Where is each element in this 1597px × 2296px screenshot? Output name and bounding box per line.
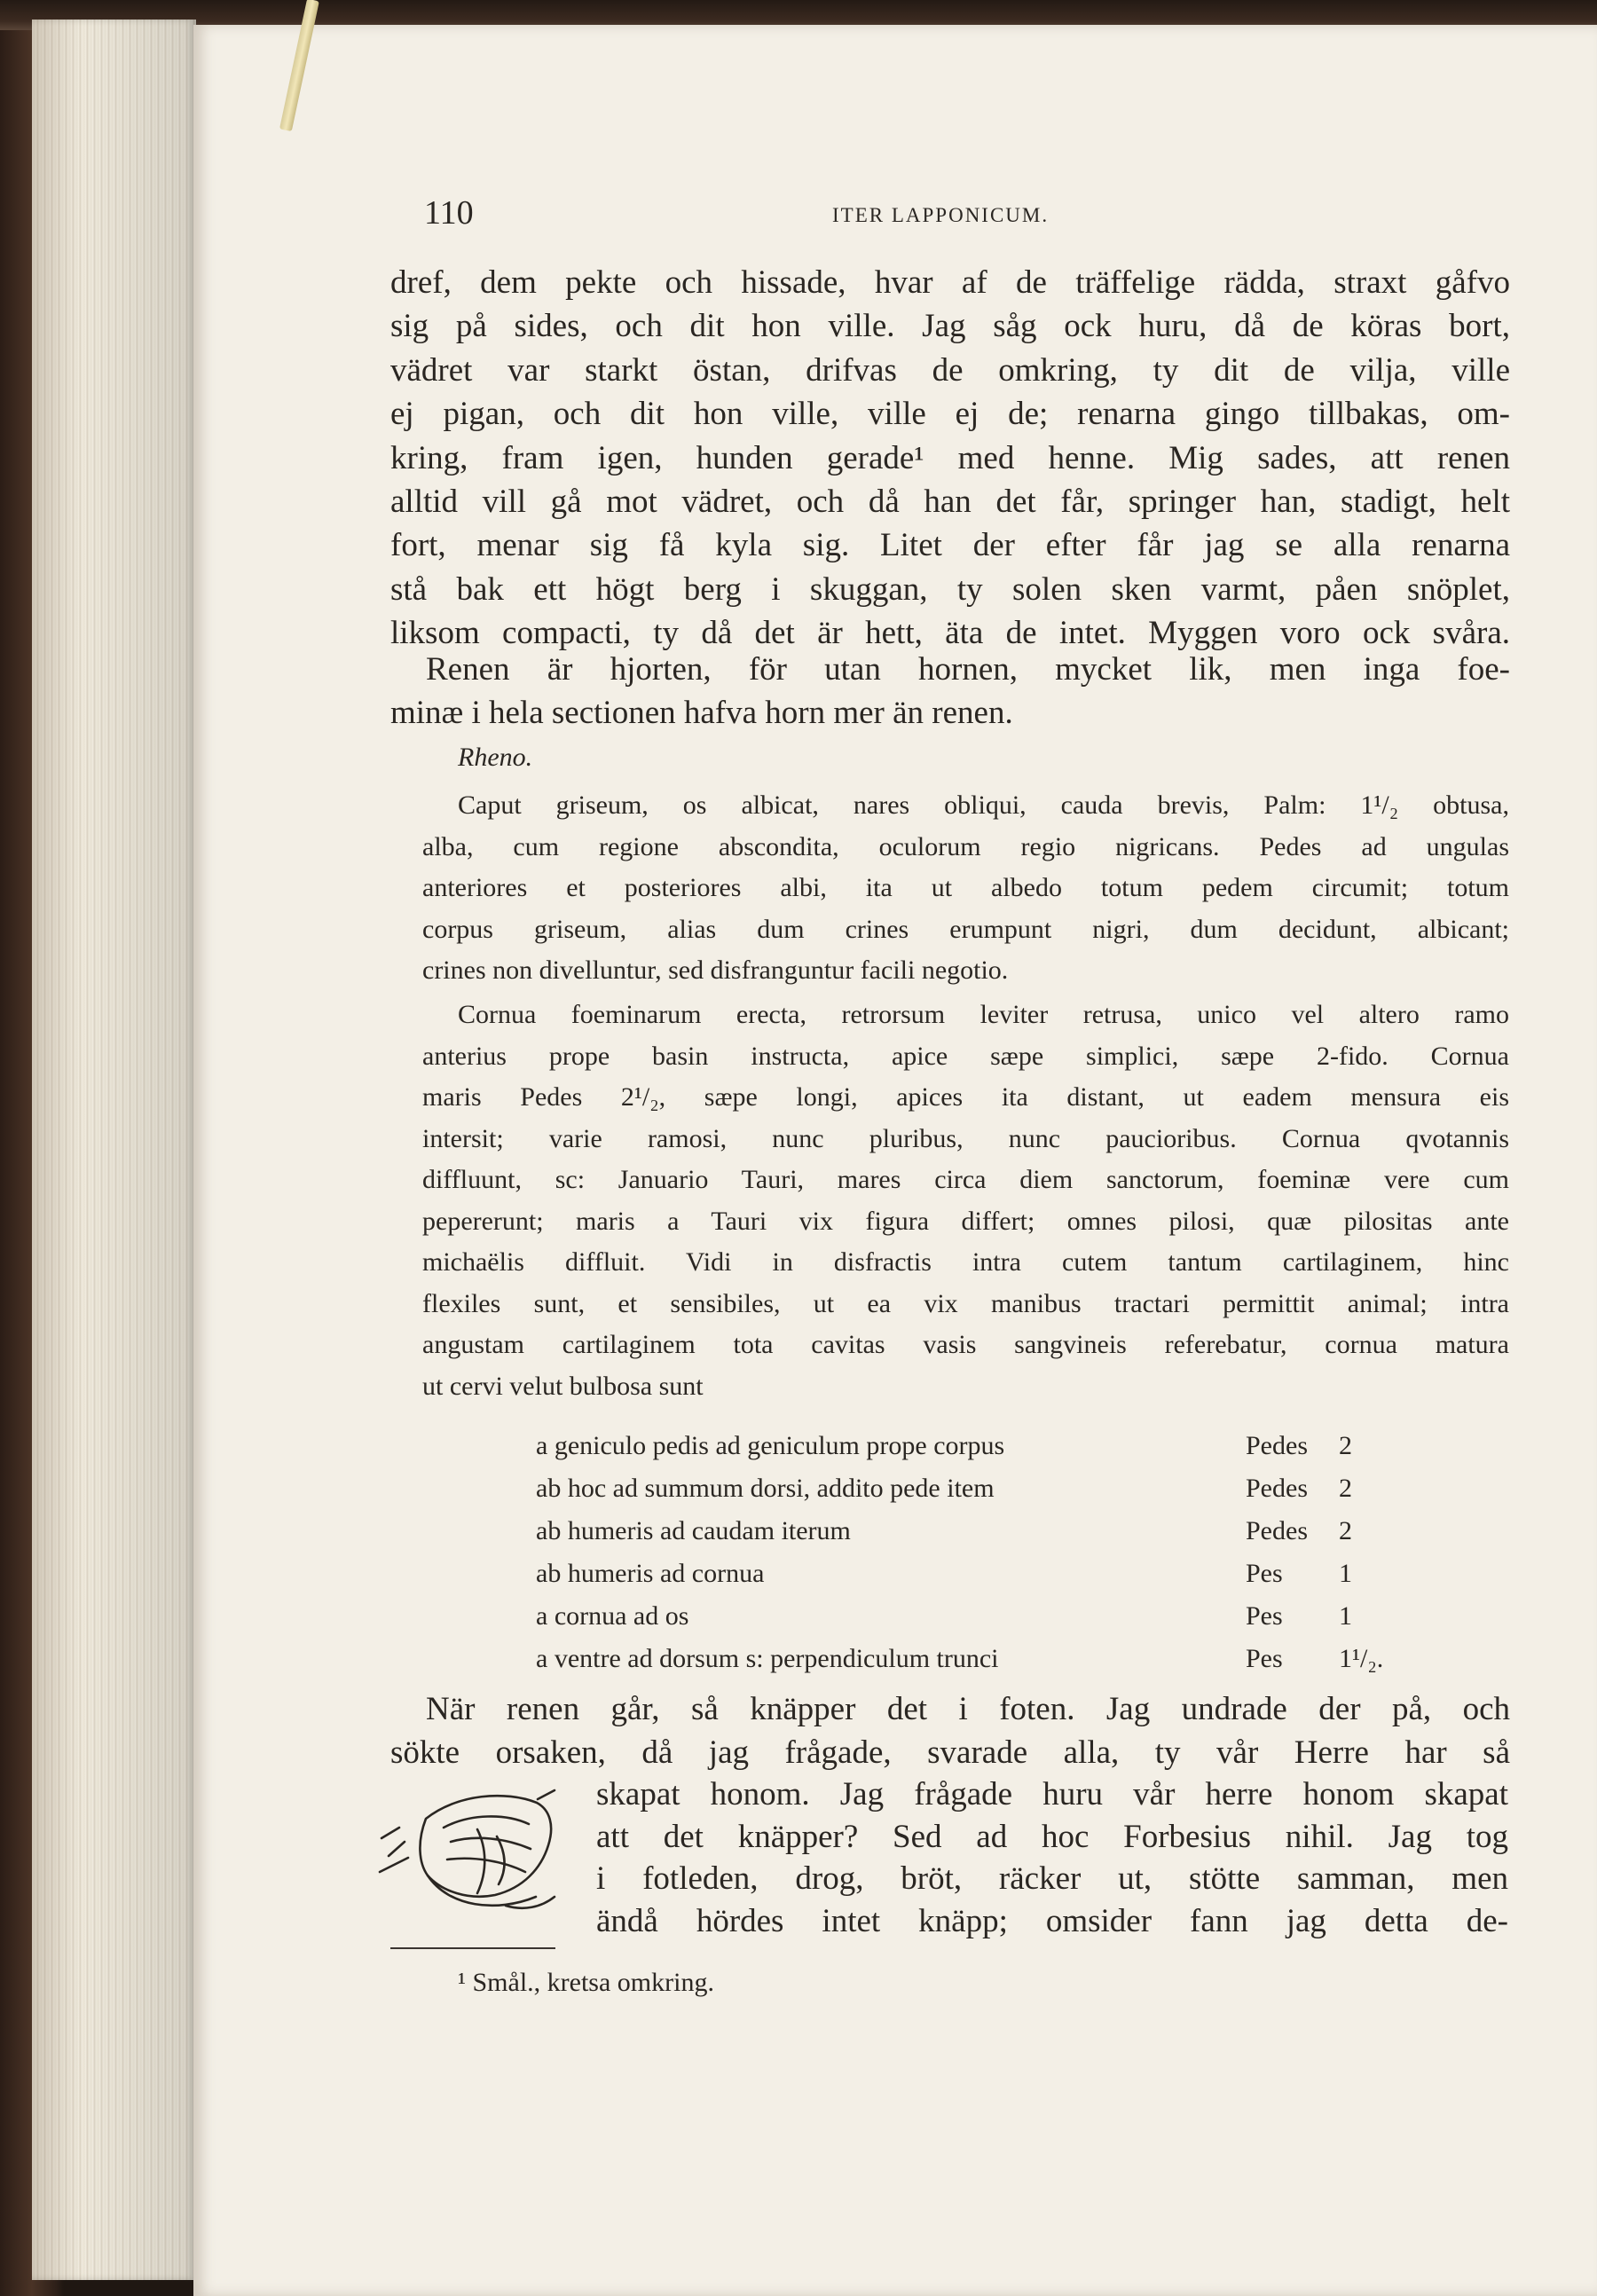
latin-paragraph-2 <box>422 995 1509 1407</box>
measurement-unit: Pes <box>1246 1601 1283 1631</box>
text-line: alltid vill gå mot vädret, och då han det får, springer han, stadigt, helt <box>390 483 1510 520</box>
text-line: att det knäpper? Sed ad hoc Forbesius nihil. Jag tog <box>596 1818 1508 1855</box>
text-line: crines non divelluntur, sed disfranguntur facili negotio. <box>422 955 1009 985</box>
measurement-desc: a ventre ad dorsum s: perpendiculum trunci <box>536 1644 999 1673</box>
text-line: maris Pedes 2¹/₂, sæpe longi, apices ita distant, ut eadem mensura eis <box>422 1082 1509 1112</box>
text-line: vädret var starkt östan, drifvas de omkring, ty dit de vilja, ville <box>390 351 1510 389</box>
text-line: Renen är hjorten, för utan hornen, mycket lik, men inga foe- <box>426 651 1510 688</box>
measurement-unit: Pes <box>1246 1559 1283 1588</box>
measurement-unit: Pedes <box>1246 1516 1308 1545</box>
measurement-value: 1 <box>1339 1601 1352 1631</box>
text-line: Cornua foeminarum erecta, retrorsum leviter retrusa, unico vel altero ramo <box>458 1000 1509 1029</box>
paragraph-3 <box>390 1687 1510 1775</box>
measurement-value: 2 <box>1339 1474 1352 1503</box>
text-line: kring, fram igen, hunden gerade¹ med henne. Mig sades, att renen <box>390 439 1510 476</box>
text-line: anteriores et posteriores albi, ita ut albedo totum pedem circumit; totum <box>422 873 1509 902</box>
measurement-unit: Pes <box>1246 1644 1283 1673</box>
table-row <box>536 1553 1423 1595</box>
footnote-rule <box>390 1947 555 1949</box>
text-line: anterius prope basin instructa, apice sæpe simplici, sæpe 2-fido. Cornua <box>422 1041 1509 1071</box>
page-edges-shade <box>32 20 196 2280</box>
text-line: intersit; varie ramosi, nunc pluribus, nunc paucioribus. Cornua qvotannis <box>422 1123 1509 1153</box>
measurement-desc: ab humeris ad cornua <box>536 1559 765 1588</box>
measurement-value: 1¹/₂. <box>1339 1644 1384 1673</box>
text-line: i fotleden, drog, bröt, räcker ut, stötte samman, men <box>596 1860 1508 1897</box>
text-line: sig på sides, och dit hon ville. Jag såg ock huru, då de köras bort, <box>390 308 1510 345</box>
measurement-desc: a geniculo pedis ad geniculum prope corpus <box>536 1431 1005 1460</box>
text-line: minæ i hela sectionen hafva horn mer än renen. <box>390 695 1013 732</box>
measurement-value: 2 <box>1339 1516 1352 1545</box>
text-line: fort, menar sig få kyla sig. Litet der efter får jag se alla renarna <box>390 527 1510 564</box>
reindeer-hoof-sketch <box>373 1783 577 1925</box>
text-line: corpus griseum, alias dum crines erumpunt nigri, dum decidunt, albicant; <box>422 914 1509 944</box>
text-line: pepererunt; maris a Tauri vix figura differt; omnes pilosi, quæ pilositas ante <box>422 1206 1509 1236</box>
measurement-value: 1 <box>1339 1559 1352 1588</box>
page-header <box>424 193 1508 238</box>
text-line: liksom compacti, ty då det är hett, äta de intet. Myggen voro ock svåra. <box>390 615 1510 652</box>
measurement-unit: Pedes <box>1246 1474 1308 1503</box>
paragraph-1 <box>390 261 1510 656</box>
footnote: ¹ Smål., kretsa omkring. <box>458 1968 714 1997</box>
text-line: När renen går, så knäpper det i foten. Jag undrade der på, och <box>426 1691 1510 1727</box>
measurement-desc: ab hoc ad summum dorsi, addito pede item <box>536 1474 995 1503</box>
text-line: Caput griseum, os albicat, nares obliqui, cauda brevis, Palm: 1¹/₂ obtusa, <box>458 790 1509 820</box>
table-row <box>536 1510 1423 1553</box>
page-number: 110 <box>424 194 474 232</box>
measurement-desc: a cornua ad os <box>536 1601 689 1631</box>
text-line: ändå hördes intet knäpp; omsider fann jag detta de- <box>596 1902 1508 1939</box>
text-line: angustam cartilaginem tota cavitas vasis sangvineis referebatur, cornua matura <box>422 1330 1509 1359</box>
measurement-unit: Pedes <box>1246 1431 1308 1460</box>
table-row <box>536 1425 1423 1467</box>
text-line: stå bak ett högt berg i skuggan, ty solen sken varmt, påen snöplet, <box>390 570 1510 608</box>
section-heading: Rheno. <box>458 743 533 772</box>
running-head: ITER LAPPONICUM. <box>832 204 1050 226</box>
table-row <box>536 1467 1423 1510</box>
text-line: alba, cum regione abscondita, oculorum regio nigricans. Pedes ad ungulas <box>422 831 1509 861</box>
text-line: michaëlis diffluit. Vidi in disfractis intra cutem tantum cartilaginem, hinc <box>422 1247 1509 1277</box>
paragraph-2 <box>390 648 1510 735</box>
text-line: ut cervi velut bulbosa sunt <box>422 1371 704 1401</box>
text-line: diffluunt, sc: Januario Tauri, mares circa diem sanctorum, foeminæ vere cum <box>422 1165 1509 1194</box>
measurement-desc: ab humeris ad caudam iterum <box>536 1516 851 1545</box>
text-line: sökte orsaken, då jag frågade, svarade alla, ty vår Herre har så <box>390 1734 1510 1772</box>
paragraph-3-wrapped <box>596 1773 1508 1942</box>
text-line: dref, dem pekte och hissade, hvar af de träffelige rädda, straxt gåfvo <box>390 264 1510 301</box>
table-row <box>536 1638 1423 1680</box>
measurement-value: 2 <box>1339 1431 1352 1460</box>
measurements-table <box>536 1425 1423 1680</box>
latin-paragraph-1 <box>422 785 1509 992</box>
text-line: ej pigan, och dit hon ville, ville ej de; renarna gingo tillbakas, om- <box>390 396 1510 433</box>
table-row <box>536 1595 1423 1638</box>
text-line: flexiles sunt, et sensibiles, ut ea vix manibus tractari permittit animal; intra <box>422 1288 1509 1318</box>
text-line: skapat honom. Jag frågade huru vår herre honom skapat <box>596 1776 1508 1812</box>
